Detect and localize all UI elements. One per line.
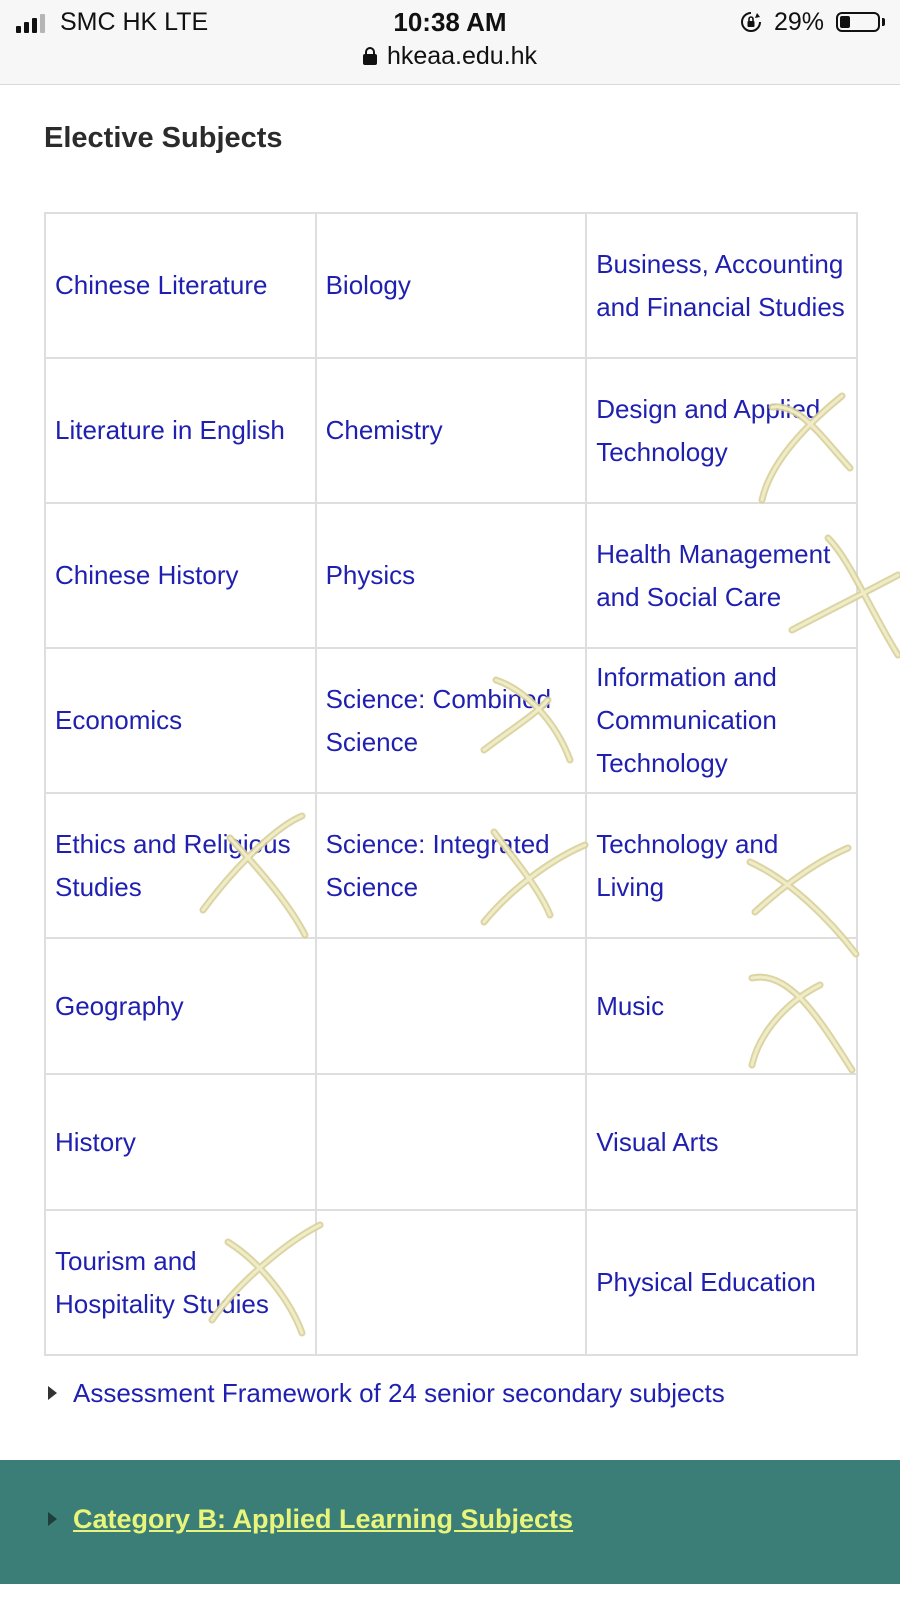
subject-link[interactable]: Visual Arts xyxy=(596,1126,719,1157)
subject-link[interactable]: Chemistry xyxy=(325,415,443,445)
table-row xyxy=(45,503,857,648)
subject-cell xyxy=(586,213,857,358)
subject-link[interactable]: Health Management and Social Care xyxy=(596,538,831,612)
disclosure-triangle-icon xyxy=(48,1386,57,1400)
subject-link[interactable]: Music xyxy=(596,990,665,1021)
subject-link[interactable]: Science: Combined Science xyxy=(325,683,552,757)
subject-cell xyxy=(45,1210,316,1355)
subject-link[interactable]: Chinese History xyxy=(55,560,239,590)
padlock-icon xyxy=(363,47,377,65)
subject-cell xyxy=(586,938,857,1074)
status-time: 10:38 AM xyxy=(393,7,507,37)
subject-cell xyxy=(45,793,316,938)
subject-cell xyxy=(316,213,587,358)
subject-cell xyxy=(586,358,857,503)
table-row xyxy=(45,793,857,938)
subject-link[interactable]: Chinese Literature xyxy=(55,270,268,300)
table-row xyxy=(45,213,857,358)
empty-cell xyxy=(316,1074,587,1210)
section-title: Elective Subjects xyxy=(44,122,283,154)
subject-cell xyxy=(586,503,857,648)
carrier-label: SMC HK LTE xyxy=(60,8,209,36)
table-row xyxy=(45,938,857,1074)
subject-cell xyxy=(586,793,857,938)
subject-cell xyxy=(45,938,316,1074)
assessment-framework-toggle[interactable] xyxy=(48,1378,725,1409)
subject-cell xyxy=(316,503,587,648)
empty-cell xyxy=(316,1210,587,1355)
subject-link[interactable]: Physics xyxy=(325,560,416,590)
category-b-banner xyxy=(0,1460,900,1584)
category-b-link[interactable]: Category B: Applied Learning Subjects xyxy=(73,1504,574,1534)
subject-cell xyxy=(586,648,857,793)
battery-icon xyxy=(836,12,880,32)
empty-cell xyxy=(316,938,587,1074)
subject-cell xyxy=(316,648,587,793)
status-bar xyxy=(0,0,900,85)
elective-subjects-table xyxy=(44,212,858,1356)
subject-link[interactable]: History xyxy=(55,1126,136,1157)
subject-cell xyxy=(45,1074,316,1210)
subject-cell xyxy=(45,358,316,503)
subject-cell xyxy=(45,648,316,793)
table-row xyxy=(45,1210,857,1355)
subject-cell xyxy=(45,213,316,358)
subject-link[interactable]: Biology xyxy=(325,270,411,300)
address-bar[interactable] xyxy=(0,42,900,71)
battery-nub xyxy=(882,18,885,26)
subject-cell xyxy=(586,1074,857,1210)
category-b-toggle[interactable] xyxy=(48,1504,573,1535)
subject-link[interactable]: Physical Education xyxy=(596,1267,816,1297)
subject-link[interactable]: Science: Integrated Science xyxy=(325,828,550,902)
subject-cell xyxy=(45,503,316,648)
subject-link[interactable]: Design and Applied Technology xyxy=(596,393,821,467)
assessment-framework-link[interactable]: Assessment Framework of 24 senior secondary subjects xyxy=(73,1378,725,1408)
subject-link[interactable]: Literature in English xyxy=(55,415,285,445)
subject-cell xyxy=(316,793,587,938)
subject-link[interactable]: Economics xyxy=(55,705,183,735)
subject-link[interactable]: Technology and Living xyxy=(596,828,779,902)
subject-link[interactable]: Information and Communication Technology xyxy=(596,662,777,778)
subject-link[interactable]: Business, Accounting and Financial Studies xyxy=(596,248,845,322)
subject-link[interactable]: Ethics and Religious Studies xyxy=(55,828,291,902)
subject-cell xyxy=(316,358,587,503)
disclosure-triangle-icon xyxy=(48,1512,57,1526)
table-row xyxy=(45,648,857,793)
battery-percent: 29% xyxy=(774,8,825,36)
table-row xyxy=(45,358,857,503)
subject-link[interactable]: Geography xyxy=(55,990,184,1021)
rotation-lock-icon xyxy=(740,11,762,33)
table-row xyxy=(45,1074,857,1210)
subject-link[interactable]: Tourism and Hospitality Studies xyxy=(55,1245,269,1319)
subject-cell xyxy=(586,1210,857,1355)
url-text: hkeaa.edu.hk xyxy=(386,42,538,70)
